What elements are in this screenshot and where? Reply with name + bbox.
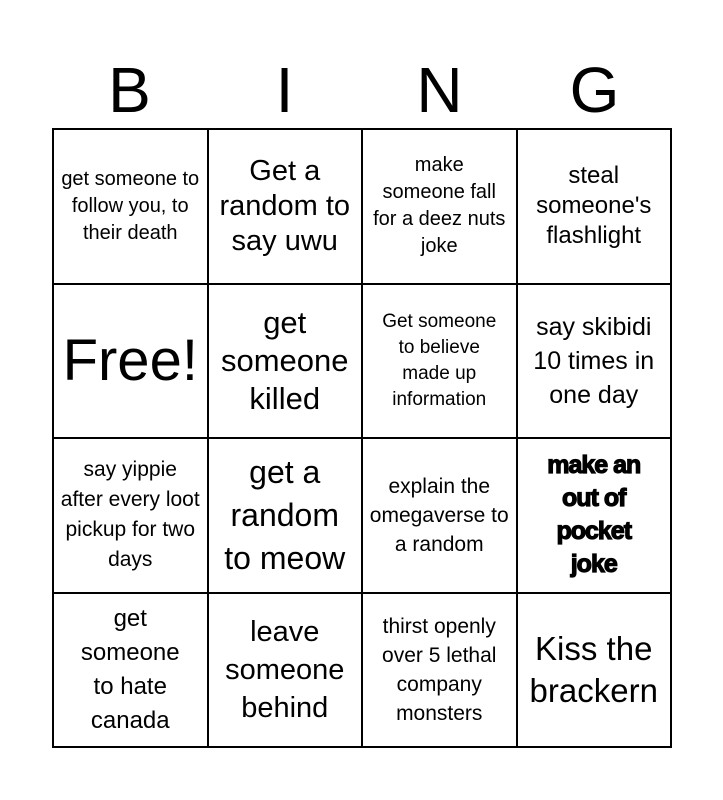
bingo-cell[interactable] <box>517 284 672 439</box>
cell-text: steal someone's flashlight <box>536 162 652 250</box>
cell-text: say skibidi 10 times in one day <box>533 312 655 409</box>
bingo-cell[interactable] <box>208 438 363 593</box>
cell-text: make an out of pocket joke <box>547 451 641 579</box>
bingo-header <box>52 52 672 128</box>
header-letter-n: N <box>416 54 463 126</box>
bingo-cell[interactable] <box>53 129 208 284</box>
cell-text: thirst openly over 5 lethal company monsters <box>382 614 497 725</box>
cell-text: make someone fall for a deez nuts joke <box>373 154 506 258</box>
bingo-cell[interactable] <box>362 438 517 593</box>
cell-text: get someone to follow you, to their death <box>61 167 200 244</box>
bingo-cell[interactable] <box>517 438 672 593</box>
cell-text: Free! <box>62 327 198 393</box>
bingo-cell[interactable] <box>362 129 517 284</box>
bingo-cell[interactable] <box>362 593 517 748</box>
cell-text: get a random to meow <box>224 453 346 576</box>
cell-text: explain the omegaverse to a random <box>369 474 509 556</box>
bingo-cell[interactable] <box>208 593 363 748</box>
bingo-cell[interactable] <box>208 129 363 284</box>
bingo-cell[interactable] <box>362 284 517 439</box>
bingo-cell-free[interactable] <box>53 284 208 439</box>
header-letter-i: I <box>275 54 294 126</box>
header-letter-b: B <box>108 54 151 126</box>
cell-text: get someone to hate canada <box>80 604 180 734</box>
bingo-cell[interactable] <box>53 438 208 593</box>
bingo-cell[interactable] <box>517 593 672 748</box>
bingo-grid <box>52 128 672 748</box>
bingo-cell[interactable] <box>517 129 672 284</box>
cell-text: say yippie after every loot pickup for two days <box>60 458 200 572</box>
cell-text: Get someone to believe made up information <box>382 310 497 410</box>
cell-text: Kiss the brackern <box>529 629 658 709</box>
bingo-cell[interactable] <box>208 284 363 439</box>
bingo-cell[interactable] <box>53 593 208 748</box>
cell-text: Get a random to say uwu <box>219 154 351 257</box>
header-letter-g: G <box>569 54 620 126</box>
cell-text: get someone killed <box>220 304 349 416</box>
cell-text: leave someone behind <box>225 615 345 724</box>
